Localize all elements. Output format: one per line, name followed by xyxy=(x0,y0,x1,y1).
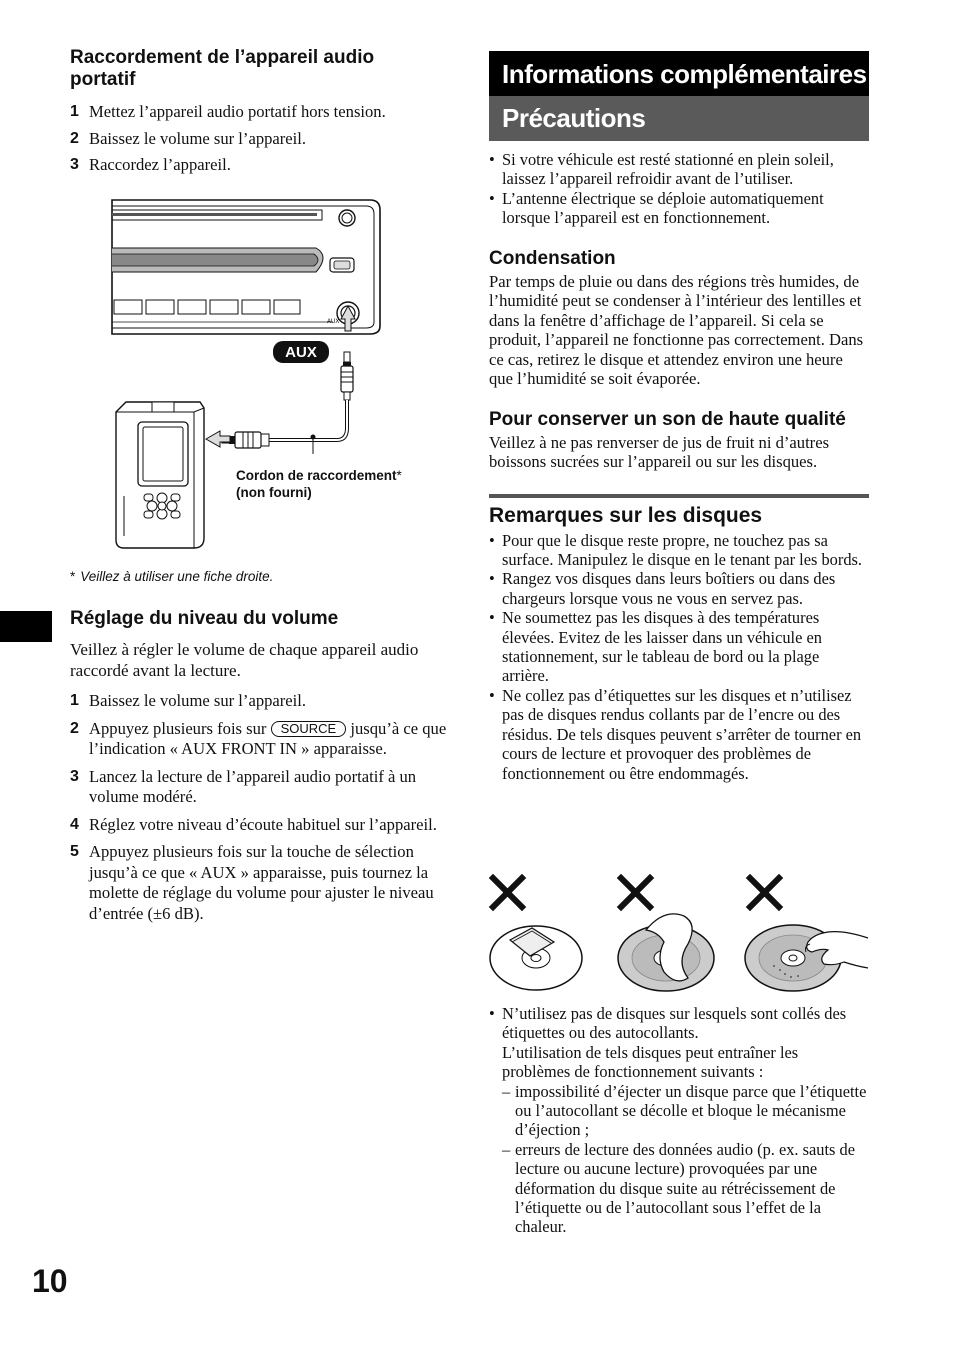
precaution-bullets xyxy=(489,150,869,228)
list-item: • Ne collez pas d’étiquettes sur les disques et n’utilisez pas de disques rendus collants par de l’encre ou des résidus. De tels disques peuvent s’arrêter de tourner en cours de lecture et provoquer des problèmes de fonctionnement ou être endommagés. xyxy=(489,685,862,783)
cable xyxy=(268,400,347,440)
connection-steps xyxy=(70,102,455,176)
sticker-warning xyxy=(489,1004,869,1237)
aux-badge-label: AUX xyxy=(285,344,317,361)
banner-sub: Précautions xyxy=(489,96,869,141)
section-divider xyxy=(489,494,869,498)
prohibited-x-icon xyxy=(621,878,650,907)
cord-label: Cordon de raccordement* (non fourni) xyxy=(236,468,402,500)
step-item: 1 Baissez le volume sur l’appareil. xyxy=(70,691,307,710)
quality-text: Veillez à ne pas renverser de jus de fruit ni d’autres boissons sucrées sur l’appareil ou sur les disques. xyxy=(489,432,830,472)
step-item: 1 Mettez l’appareil audio portatif hors tension. xyxy=(70,102,386,121)
portable-player xyxy=(116,402,204,548)
prohibited-x-icon xyxy=(750,878,779,907)
step-item: 3 Raccordez l’appareil. xyxy=(70,155,231,174)
head-unit xyxy=(112,200,380,334)
condensation-heading: Condensation xyxy=(489,247,616,269)
dash-list xyxy=(489,1082,869,1237)
list-item: • Si votre véhicule est resté stationné en plein soleil, laissez l’appareil refroidir avant de l’utiliser. xyxy=(489,150,834,189)
right-column xyxy=(489,150,869,783)
connection-illustration xyxy=(108,196,388,556)
left-column xyxy=(70,47,455,183)
prohibited-x-icon xyxy=(493,878,522,907)
list-item: • Rangez vos disques dans leurs boîtiers ou dans des chargeurs lorsque vous ne vous en servez pas. xyxy=(489,569,836,608)
discs-heading: Remarques sur les disques xyxy=(489,503,763,527)
page-number: 10 xyxy=(32,1263,68,1299)
section-heading-volume: Réglage du niveau du volume xyxy=(70,608,339,629)
disc-touched-icon xyxy=(745,925,868,991)
volume-section xyxy=(70,608,452,931)
list-item: • N’utilisez pas de disques sur lesquels sont collés des étiquettes ou des autocollants. xyxy=(489,1004,847,1043)
sticker-consequences: L’utilisation de tels disques peut entraîner les problèmes de fonctionnement suivants : xyxy=(502,1042,799,1082)
condensation-text: Par temps de pluie ou dans des régions très humides, de l’humidité peut se condenser à l’intérieur des lentilles et dans la fenêtre d’affichage de l’appareil. Si cela se produit, l’appareil ne fonctionne pas correctement. Dans ce cas, retirez le disque et attendez environ une heure que l’humidité se soit évaporée. xyxy=(489,271,864,389)
aux-badge xyxy=(273,341,329,363)
source-button-label: SOURCE xyxy=(271,721,347,737)
footnote: * Veillez à utiliser une fiche droite. xyxy=(70,569,274,584)
list-item: • Ne soumettez pas les disques à des températures élevées. Evitez de les laisser dans un véhicule en stationnement, sur le tableau de bord ou la plage arrière. xyxy=(489,608,822,686)
disc-with-label-icon xyxy=(490,926,582,990)
vertical-plug xyxy=(341,352,353,400)
disc-sticky-icon xyxy=(618,914,714,991)
disc-illustrations xyxy=(488,870,872,998)
step-item: 2 Appuyez plusieurs fois sur SOURCE jusqu’à ce que l’indication « AUX FRONT IN » apparaisse. xyxy=(70,718,447,758)
list-item: • Pour que le disque reste propre, ne touchez pas sa surface. Manipulez le disque en le tenant par les bords. xyxy=(489,530,863,570)
list-item: – impossibilité d’éjecter un disque parce que l’étiquette ou l’autocollant se décolle et bloque le mécanisme d’éjection ; xyxy=(502,1081,867,1140)
left-arrow xyxy=(206,431,230,447)
quality-heading: Pour conserver un son de haute qualité xyxy=(489,408,846,430)
disc-bullets xyxy=(489,531,869,783)
side-tab xyxy=(0,611,52,642)
step-item: 4 Réglez votre niveau d’écoute habituel sur l’appareil. xyxy=(70,814,437,834)
step-item: 3 Lancez la lecture de l’appareil audio portatif à un volume modéré. xyxy=(70,766,417,806)
jack-label: AUX xyxy=(327,319,340,325)
section-heading-portable-audio: Raccordement de l’appareil audio portatif xyxy=(70,47,375,90)
list-item: – erreurs de lecture des données audio (p. ex. sauts de lecture ou aucune lecture) provoquées par une déformation du disque suite au rétrécissement de l’étiquette ou de l’autocollant sous l’effet de la chaleur. xyxy=(502,1139,855,1237)
volume-steps xyxy=(70,691,452,924)
step-item: 2 Baissez le volume sur l’appareil. xyxy=(70,128,307,148)
list-item: • L’antenne électrique se déploie automatiquement lorsque l’appareil est en fonctionnement. xyxy=(489,188,824,228)
banner-main: Informations complémentaires xyxy=(489,51,869,96)
step-item: 5 Appuyez plusieurs fois sur la touche de sélection jusqu’à ce que « AUX » apparaisse, puis tournez la molette de réglage du volume pour ajuster le niveau d’entrée (±6 dB). xyxy=(70,842,434,923)
volume-intro: Veillez à régler le volume de chaque appareil audio raccordé avant la lecture. xyxy=(70,640,419,680)
